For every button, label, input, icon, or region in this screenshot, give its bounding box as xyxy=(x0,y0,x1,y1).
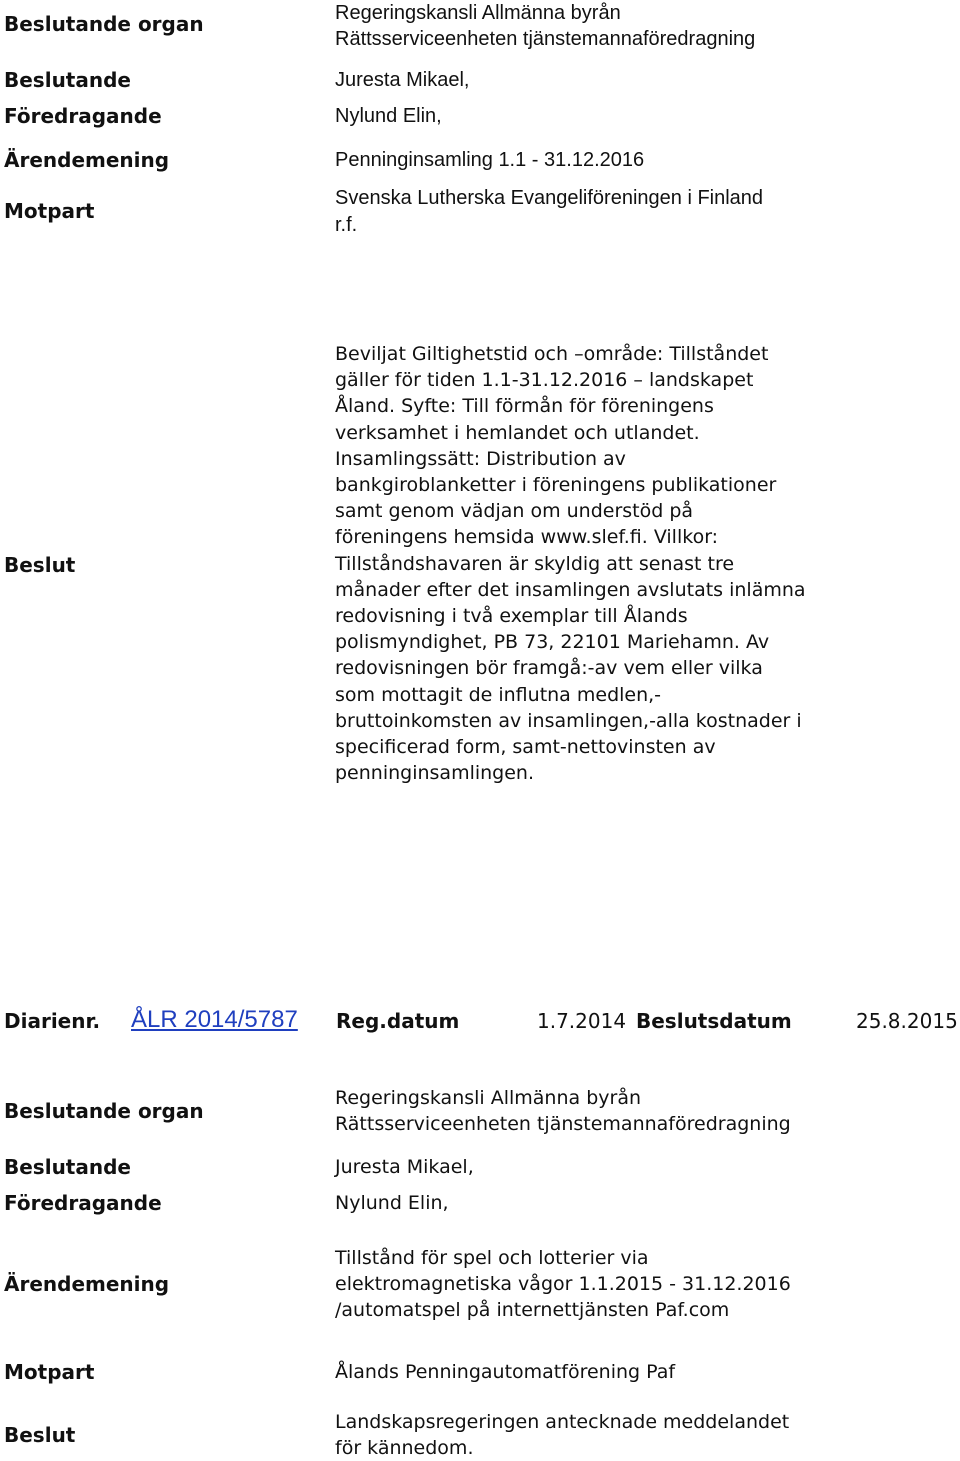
motpart-label: Motpart xyxy=(4,1360,95,1384)
beslut-line1: Landskapsregeringen antecknade meddelandet xyxy=(335,1411,790,1433)
beslutsdatum-label: Beslutsdatum xyxy=(636,1009,792,1033)
regdatum-value: 1.7.2014 xyxy=(537,1009,627,1033)
motpart-label: Motpart xyxy=(4,199,95,223)
beslut-line2: för kännedom. xyxy=(335,1437,474,1459)
regdatum-label: Reg.datum xyxy=(336,1009,460,1033)
beslutande-value: Juresta Mikael, xyxy=(335,69,470,91)
arendemening-line1: Tillstånd för spel och lotterier via xyxy=(335,1247,649,1269)
beslutande-label: Beslutande xyxy=(4,68,131,92)
beslutande-organ-line1: Regeringskansli Allmänna byrån xyxy=(335,2,621,24)
beslutande-label: Beslutande xyxy=(4,1155,131,1179)
beslut-label: Beslut xyxy=(4,1423,76,1447)
motpart-line2: r.f. xyxy=(335,214,358,236)
arendemening-label: Ärendemening xyxy=(4,1272,170,1296)
arendemening-line3: /automatspel på internettjänsten Paf.com xyxy=(335,1299,730,1321)
beslutande-organ-line2: Rättsserviceenheten tjänstemannaföredragning xyxy=(335,1113,791,1135)
diarienr-label: Diarienr. xyxy=(4,1009,101,1033)
arendemening-value: Penninginsamling 1.1 - 31.12.2016 xyxy=(335,149,645,171)
beslutande-organ-line1: Regeringskansli Allmänna byrån xyxy=(335,1087,642,1109)
arendemening-label: Ärendemening xyxy=(4,148,170,172)
motpart-line1: Svenska Lutherska Evangeliföreningen i Finland xyxy=(335,187,764,209)
foredragande-value: Nylund Elin, xyxy=(335,105,442,127)
arendemening-line2: elektromagnetiska vågor 1.1.2015 - 31.12.2016 xyxy=(335,1273,791,1295)
beslutande-organ-label: Beslutande organ xyxy=(4,1099,204,1123)
foredragande-label: Föredragande xyxy=(4,104,162,128)
beslutande-value: Juresta Mikael, xyxy=(335,1156,474,1178)
beslutsdatum-value: 25.8.2015 xyxy=(856,1009,958,1033)
diarienr-link[interactable]: ÅLR 2014/5787 xyxy=(131,1006,298,1033)
foredragande-value: Nylund Elin, xyxy=(335,1192,449,1214)
beslutande-organ-label: Beslutande organ xyxy=(4,12,204,36)
foredragande-label: Föredragande xyxy=(4,1191,162,1215)
beslut-label: Beslut xyxy=(4,553,76,577)
beslut-text: Beviljat Giltighetstid och –område: Tillståndet gäller för tiden 1.1-31.12.2016 – landskapet Åland. Syfte: Till förmån för föreningens verksamhet i hemlandet och utlandet. Insamlingssätt: Distribution av bankgiroblanketter i föreningens publikationer samt genom vädjan om understöd på föreningens hemsida www.slef.fi. Villkor: Tillståndshavaren är skyldig att senast tre månader efter det insamlingen avslutats inlämna redovisning i två exemplar till Ålands polismyndighet, PB 73, 22101 Mariehamn. Av redovisningen bör framgå:-av vem eller vilka som mottagit de influtna medlen,- bruttoinkomsten av insamlingen,-alla kostnader i specificerad form, samt-nettovinsten av penninginsamlingen. xyxy=(335,343,806,785)
motpart-value: Ålands Penningautomatförening Paf xyxy=(335,1361,676,1383)
beslutande-organ-line2: Rättsserviceenheten tjänstemannaföredragning xyxy=(335,28,756,50)
